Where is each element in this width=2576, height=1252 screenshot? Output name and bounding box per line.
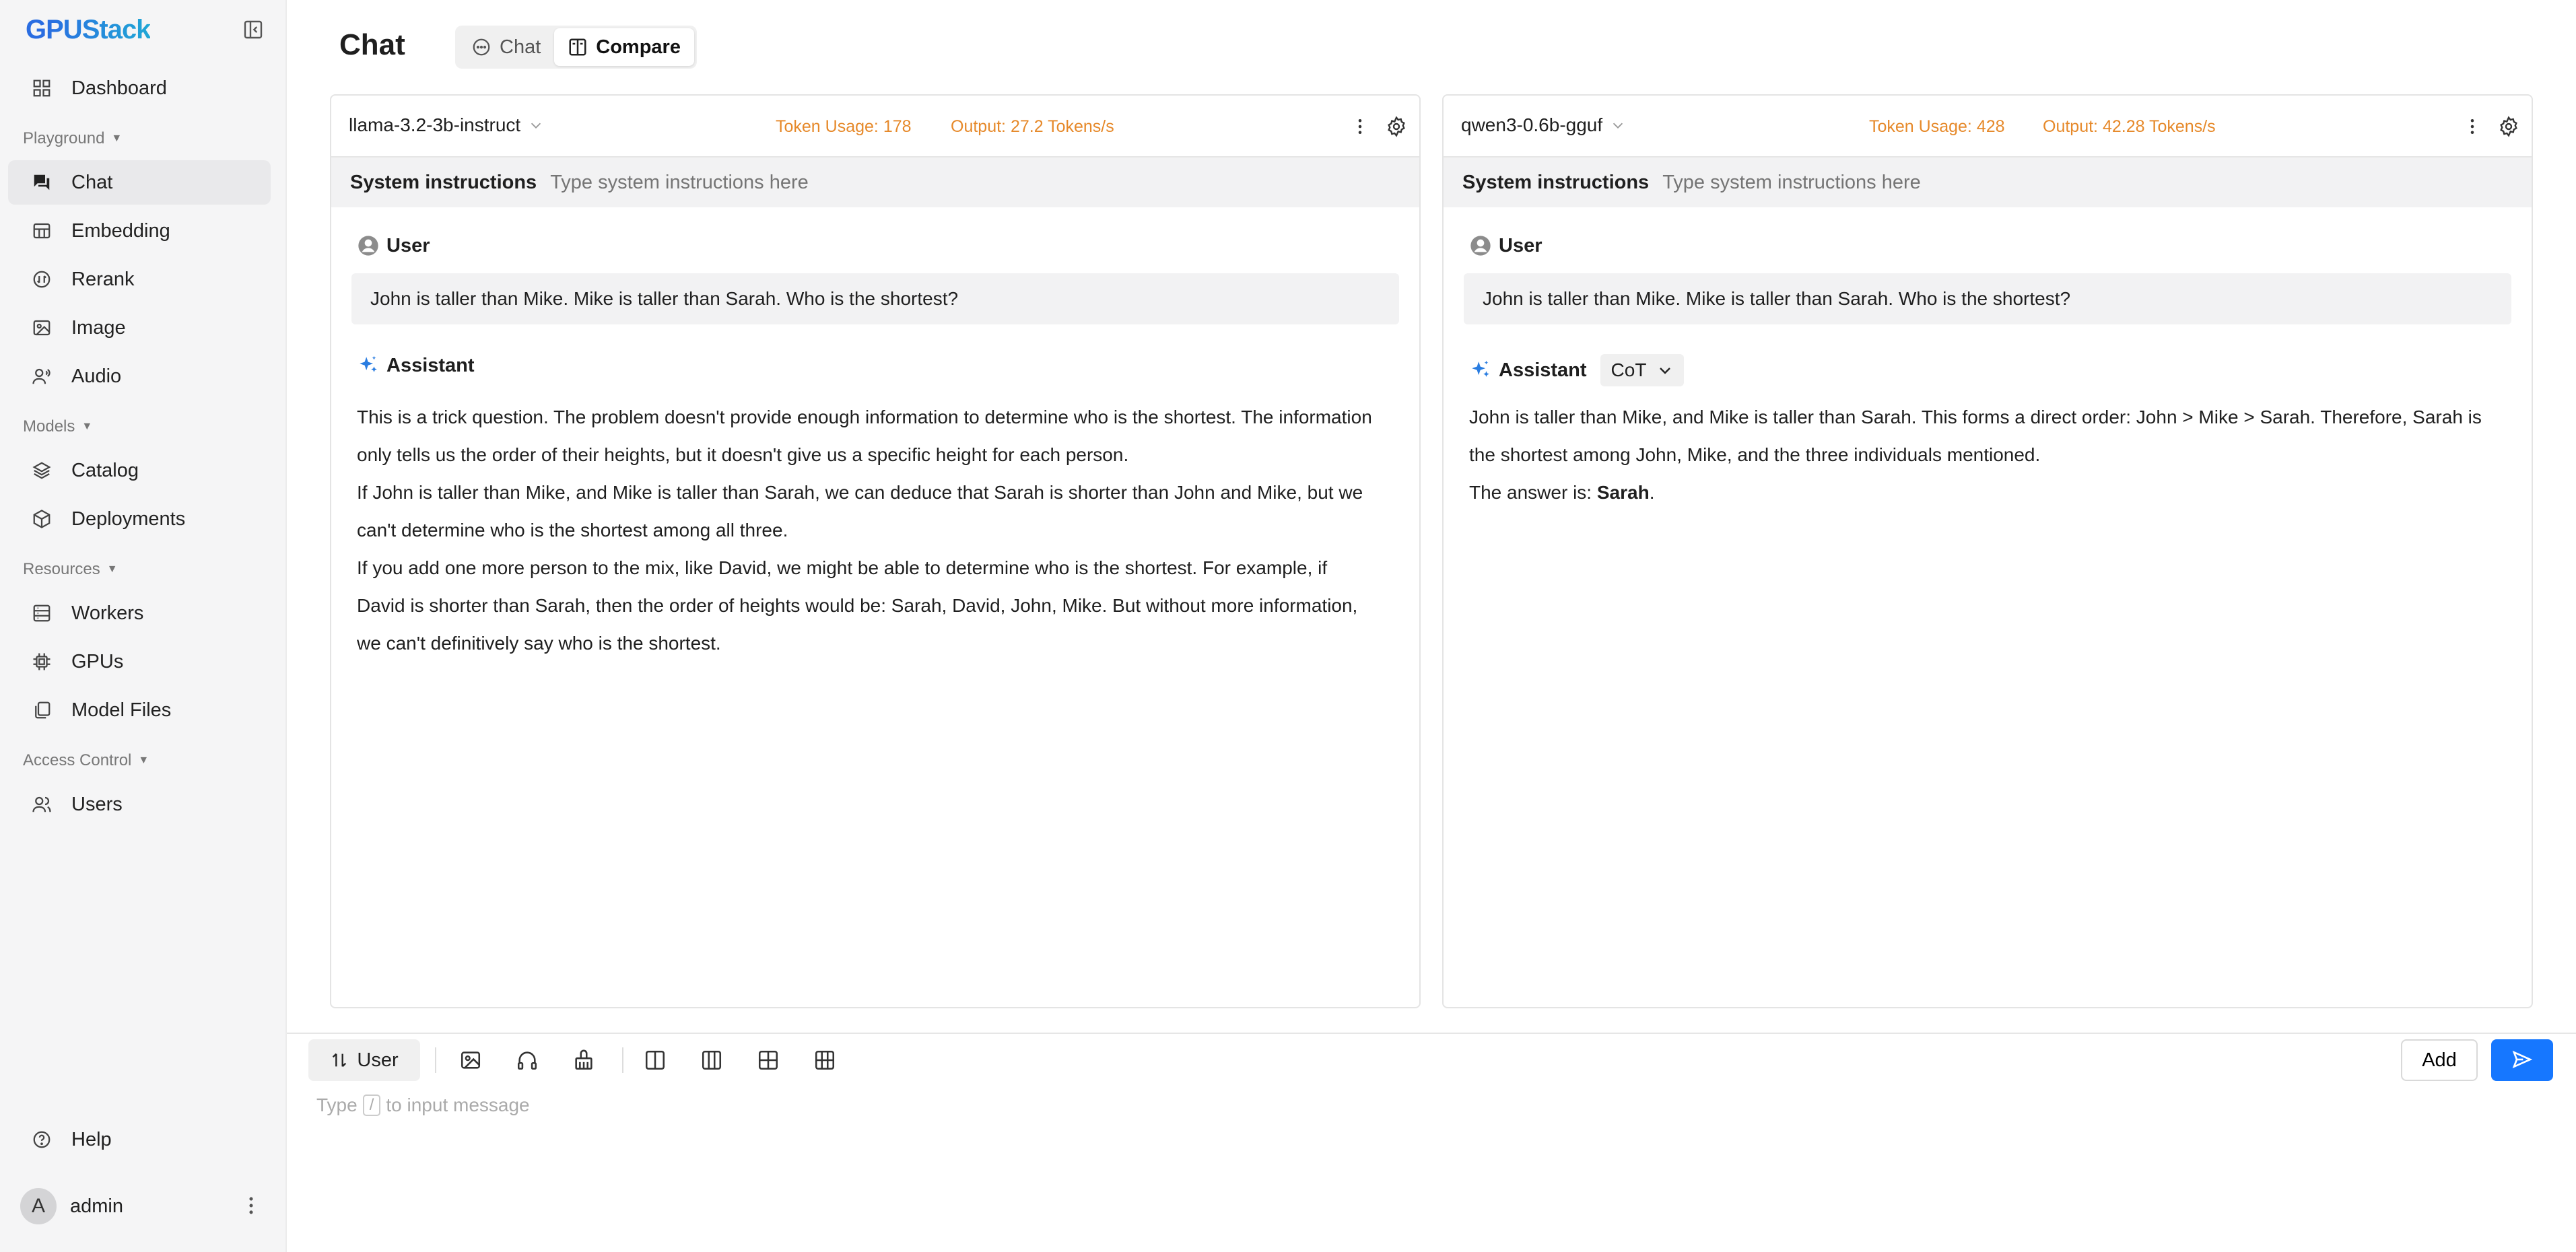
chevron-down-icon [1657, 362, 1673, 378]
token-usage: Token Usage: 178 [776, 117, 912, 136]
chip-icon [28, 648, 55, 675]
sidebar-item-catalog[interactable] [8, 448, 271, 493]
sidebar-item-label: Users [71, 793, 123, 815]
nav-group-label: Resources [23, 560, 100, 578]
cot-label: CoT [1611, 359, 1647, 380]
sidebar [0, 0, 287, 1252]
user-message[interactable]: John is taller than Mike. Mike is taller than Sarah. Who is the shortest? [1464, 273, 2511, 324]
system-instructions-input[interactable] [550, 172, 1358, 194]
tab-label: Compare [596, 36, 681, 58]
user-role [1469, 234, 1543, 257]
panel-header [1444, 96, 2532, 158]
assistant-answer [1469, 474, 2491, 512]
layout-grid-6-icon[interactable] [809, 1045, 840, 1076]
clear-icon[interactable] [568, 1045, 599, 1076]
sidebar-item-model-files[interactable] [8, 688, 271, 732]
help-label: Help [71, 1128, 112, 1150]
avatar: A [20, 1188, 57, 1224]
chevron-down-icon [1611, 118, 1625, 133]
toolbar-divider [622, 1047, 623, 1073]
nav-group-resources[interactable] [23, 560, 118, 579]
compare-panel-left [330, 94, 1421, 1008]
layout-grid-4-icon[interactable] [753, 1045, 784, 1076]
sidebar-item-label: Rerank [71, 268, 135, 290]
cube-icon [28, 506, 55, 532]
role-label: User [1499, 234, 1543, 256]
nav-group-label: Models [23, 417, 75, 436]
catalog-icon [28, 457, 55, 484]
input-hint: to input message [386, 1094, 530, 1115]
nav-group-label: Playground [23, 129, 105, 147]
nav-group-label: Access Control [23, 751, 132, 769]
sidebar-item-label: Audio [71, 365, 122, 387]
sidebar-item-rerank[interactable] [8, 257, 271, 302]
sidebar-item-audio[interactable] [8, 354, 271, 398]
sidebar-item-image[interactable] [8, 306, 271, 350]
assistant-message[interactable] [357, 398, 1379, 662]
system-instructions-label: System instructions [350, 171, 537, 193]
answer-value: Sarah [1596, 482, 1650, 503]
output-speed: Output: 27.2 Tokens/s [951, 117, 1114, 136]
sidebar-item-chat[interactable] [8, 160, 271, 205]
nav-group-access-control[interactable] [23, 751, 149, 770]
sidebar-item-dashboard[interactable] [8, 66, 271, 110]
compare-icon [568, 37, 588, 57]
assistant-paragraph: If John is taller than Mike, and Mike is taller than Sarah, we can deduce that Sarah is shorter than John and Mike, but we can't determine who is the shortest among all three. [357, 482, 1363, 541]
sidebar-item-workers[interactable] [8, 591, 271, 635]
layout-2-col-icon[interactable] [640, 1045, 671, 1076]
chat-bubble-icon [471, 37, 492, 57]
sidebar-item-users[interactable] [8, 782, 271, 827]
role-switch-button[interactable] [308, 1039, 420, 1081]
logo-row [26, 13, 285, 46]
send-button[interactable] [2491, 1039, 2553, 1081]
tab-label: Chat [500, 36, 541, 58]
sidebar-item-label: GPUs [71, 650, 124, 672]
server-icon [28, 600, 55, 627]
assistant-message[interactable] [1469, 398, 2491, 512]
model-select[interactable] [1461, 114, 1625, 136]
caret-down-icon: ▼ [111, 133, 123, 144]
layout-3-col-icon[interactable] [696, 1045, 727, 1076]
sidebar-collapse-icon[interactable] [241, 18, 265, 42]
sidebar-item-label: Model Files [71, 699, 172, 721]
sparkles-icon [1469, 359, 1492, 382]
help-icon [28, 1126, 55, 1153]
sidebar-item-label: Embedding [71, 219, 170, 242]
assistant-paragraph: This is a trick question. The problem doesn't provide enough information to determine who is the shortest. The information only tells us the order of their heights, but it doesn't give us a specific height for each person. [357, 407, 1372, 465]
token-usage: Token Usage: 428 [1869, 117, 2005, 136]
caret-down-icon: ▼ [81, 421, 93, 432]
model-name: llama-3.2-3b-instruct [349, 114, 521, 135]
settings-icon[interactable] [1383, 113, 1410, 140]
role-label: Assistant [1499, 359, 1587, 381]
sidebar-item-label: Deployments [71, 508, 186, 530]
caret-down-icon: ▼ [106, 563, 118, 575]
user-message[interactable]: John is taller than Mike. Mike is taller than Sarah. Who is the shortest? [351, 273, 1399, 324]
toolbar-divider [435, 1047, 436, 1073]
nav-group-playground[interactable] [23, 129, 122, 148]
image-upload-icon[interactable] [455, 1045, 486, 1076]
user-avatar-icon [357, 234, 380, 257]
assistant-role [357, 354, 475, 377]
caret-down-icon: ▼ [138, 755, 149, 766]
cot-toggle[interactable] [1600, 354, 1685, 386]
input-hint: Type [316, 1094, 358, 1115]
role-button-label: User [357, 1049, 399, 1071]
assistant-role [1469, 354, 1684, 386]
add-button[interactable]: Add [2401, 1039, 2478, 1081]
sidebar-item-embedding[interactable] [8, 209, 271, 253]
model-name: qwen3-0.6b-gguf [1461, 114, 1603, 135]
tab-compare[interactable] [554, 28, 694, 66]
logo-text: PUStack [46, 14, 151, 44]
rerank-icon [28, 266, 55, 293]
user-menu[interactable] [20, 1187, 263, 1225]
sidebar-item-label: Dashboard [71, 77, 167, 99]
sparkles-icon [357, 354, 380, 377]
sidebar-item-label: Image [71, 316, 126, 339]
mode-tabs [455, 26, 697, 69]
system-instructions-input[interactable] [1662, 172, 2470, 194]
more-vertical-icon[interactable] [240, 1194, 263, 1222]
nav-group-models[interactable] [23, 417, 92, 436]
image-icon [28, 314, 55, 341]
gpustack-logo[interactable] [26, 15, 150, 45]
users-icon [28, 791, 55, 818]
chevron-down-icon [529, 118, 543, 133]
logo-initial: G [26, 14, 46, 44]
user-role [357, 234, 430, 257]
system-instructions-label: System instructions [1462, 171, 1650, 193]
message-input[interactable] [316, 1094, 530, 1116]
role-label: User [386, 234, 430, 256]
username: admin [70, 1195, 123, 1217]
slash-key-hint: / [363, 1094, 381, 1116]
files-icon [28, 697, 55, 724]
user-avatar-icon [1469, 234, 1492, 257]
tab-chat[interactable] [458, 28, 554, 66]
panel-header [331, 96, 1419, 158]
settings-icon[interactable] [2495, 113, 2522, 140]
assistant-paragraph: If you add one more person to the mix, like David, we might be able to determine who is the shortest. For example, if David is shorter than Sarah, then the order of heights would be: Sarah, David, John, Mike. But without more information, we can't definitively say who is the shortest. [357, 557, 1358, 654]
more-vertical-icon[interactable] [2459, 113, 2486, 140]
sidebar-item-help[interactable] [8, 1117, 271, 1162]
sidebar-item-label: Chat [71, 171, 113, 193]
answer-suffix: . [1649, 482, 1655, 503]
sidebar-item-label: Workers [71, 602, 144, 624]
headphones-icon[interactable] [512, 1045, 543, 1076]
role-label: Assistant [386, 354, 475, 376]
more-vertical-icon[interactable] [1347, 113, 1374, 140]
model-select[interactable] [349, 114, 543, 136]
dashboard-icon [28, 75, 55, 102]
sidebar-item-label: Catalog [71, 459, 139, 481]
answer-prefix: The answer is: [1469, 482, 1597, 503]
swap-icon [330, 1051, 349, 1070]
sidebar-item-gpus[interactable] [8, 639, 271, 684]
assistant-paragraph: John is taller than Mike, and Mike is taller than Sarah. This forms a direct order: John > Mike > Sarah. Therefore, Sarah is the shortest among John, Mike, and the three individuals mentioned. [1469, 407, 2482, 465]
page-title: Chat [339, 28, 405, 61]
output-speed: Output: 42.28 Tokens/s [2043, 117, 2216, 136]
chat-icon [28, 169, 55, 196]
system-instructions [331, 158, 1419, 207]
system-instructions [1444, 158, 2532, 207]
composer-divider [287, 1033, 2576, 1034]
embedding-icon [28, 217, 55, 244]
compare-panel-right [1442, 94, 2533, 1008]
send-icon [2511, 1049, 2533, 1072]
sidebar-item-deployments[interactable] [8, 497, 271, 541]
audio-icon [28, 363, 55, 390]
